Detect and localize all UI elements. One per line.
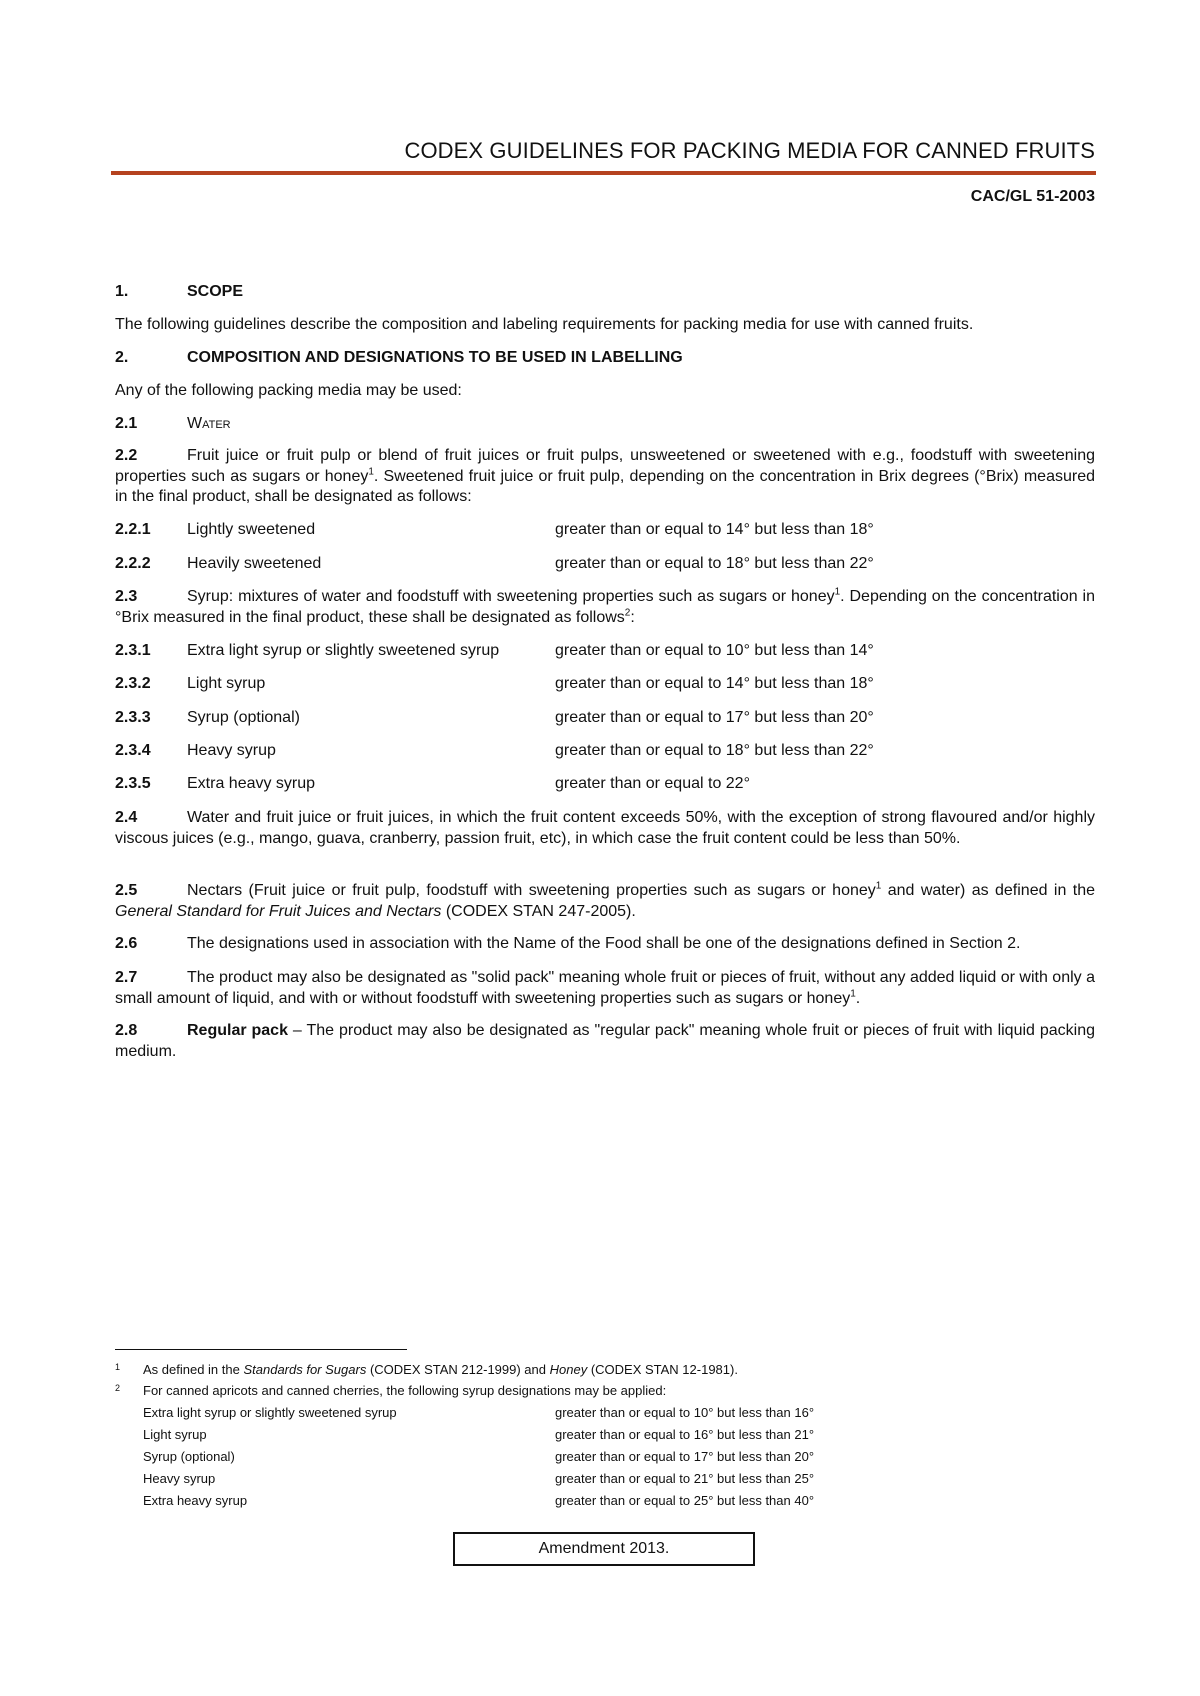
clause-2-5-text-a: Nectars (Fruit juice or fruit pulp, foodstuff with sweetening properties such as sugars or honey <box>187 882 876 899</box>
clause-2-6-number: 2.6 <box>115 935 138 952</box>
footnote-syrup-label: Extra heavy syrup <box>143 1493 248 1508</box>
section-2-number: 2. <box>115 349 129 366</box>
clause-2-1-number: 2.1 <box>115 415 138 432</box>
footnote-syrup-label: Extra light syrup or slightly sweetened syrup <box>143 1405 397 1420</box>
designation-row <box>115 554 1095 574</box>
syrup-number: 2.3.1 <box>115 642 151 659</box>
footnote-syrup-value: greater than or equal to 21° but less than 25° <box>555 1471 815 1486</box>
document-code: CAC/GL 51-2003 <box>970 188 1095 205</box>
clause-2-7-text-a: The product may also be designated as "solid pack" meaning whole fruit or pieces of fruit, without any added liquid or with only a small amount of liquid, and with or without foodstuff with sweetening properties such as sugars or honey <box>115 969 1095 1007</box>
syrup-row <box>115 774 1095 794</box>
designation-number: 2.2.2 <box>115 555 151 572</box>
footnote-syrup-row <box>115 1471 1095 1487</box>
clause-2-3-text-c: : <box>630 608 635 626</box>
clause-2-2-number: 2.2 <box>115 447 138 464</box>
footnote-syrup-row <box>115 1449 1095 1465</box>
footnote-syrup-row <box>115 1493 1095 1509</box>
clause-2-8 <box>115 1021 1095 1062</box>
syrup-row <box>115 708 1095 728</box>
syrup-number: 2.3.4 <box>115 742 151 759</box>
footnote-syrup-label: Light syrup <box>143 1427 207 1442</box>
syrup-label: Light syrup <box>187 675 266 692</box>
footnote-2 <box>115 1383 1095 1399</box>
syrup-number: 2.3.3 <box>115 709 151 726</box>
footnote-ref: 1 <box>850 988 856 1000</box>
clause-2-2 <box>115 446 1095 508</box>
syrup-number: 2.3.2 <box>115 675 151 692</box>
footnote-syrup-row <box>115 1427 1095 1443</box>
footnote-ref: 1 <box>368 466 374 478</box>
clause-2-4-text: Water and fruit juice or fruit juices, in which the fruit content exceeds 50%, with the exception of strong flavoured and/or highly viscous juices (e.g., mango, guava, cranberry, passion fruit, etc), in which case the fruit content could be less than 50%. <box>115 809 1095 847</box>
footnote-1-text <box>143 1362 738 1378</box>
footnote-2-mark: 2 <box>115 1383 121 1393</box>
clause-2-4-number: 2.4 <box>115 809 138 826</box>
clause-2-3 <box>115 587 1095 628</box>
clause-2-5-standard-title: General Standard for Fruit Juices and Nectars <box>115 902 442 920</box>
syrup-row <box>115 674 1095 694</box>
clause-2-3-number: 2.3 <box>115 588 138 605</box>
designation-value: greater than or equal to 14° but less than 18° <box>555 521 874 538</box>
syrup-label: Syrup (optional) <box>187 709 300 726</box>
section-1-number: 1. <box>115 283 129 300</box>
clause-2-2-text-a: Fruit juice or fruit pulp or blend of fruit juices or fruit pulps, unsweetened or sweetened with e.g., foodstuff with sweetening properties such as sugars or honey <box>115 447 1095 485</box>
footnote-1-text-b: (CODEX STAN 212-1999) and <box>366 1362 550 1377</box>
section-2-title: COMPOSITION AND DESIGNATIONS TO BE USED IN LABELLING <box>187 349 683 366</box>
syrup-row <box>115 641 1095 661</box>
syrup-row <box>115 741 1095 761</box>
syrup-label: Extra light syrup or slightly sweetened syrup <box>187 642 500 659</box>
footnote-1-mark: 1 <box>115 1362 121 1372</box>
footnote-syrup-label: Syrup (optional) <box>143 1449 235 1464</box>
footnote-1-text-c: (CODEX STAN 12-1981). <box>587 1362 738 1377</box>
footnote-syrup-label: Heavy syrup <box>143 1471 216 1486</box>
footnote-1 <box>115 1362 1095 1378</box>
designation-value: greater than or equal to 18° but less than 22° <box>555 555 874 572</box>
clause-2-8-text: – The product may also be designated as "regular pack" meaning whole fruit or pieces of fruit with liquid packing medium. <box>115 1022 1096 1060</box>
footnote-syrup-value: greater than or equal to 16° but less than 21° <box>555 1427 815 1442</box>
section-1-title: SCOPE <box>187 283 244 300</box>
designation-number: 2.2.1 <box>115 521 151 538</box>
title-rule <box>111 171 1096 175</box>
clause-2-6-text: The designations used in association with the Name of the Food shall be one of the designations defined in Section 2. <box>187 935 1021 952</box>
syrup-value: greater than or equal to 17° but less than 20° <box>555 709 874 726</box>
clause-2-3-text-b: . Depending on the concentration in °Brix measured in the final product, these shall be designated as follows <box>115 588 1095 626</box>
footnote-1-text-a: As defined in the <box>143 1362 244 1377</box>
document-title: CODEX GUIDELINES FOR PACKING MEDIA FOR CANNED FRUITS <box>404 138 1095 163</box>
clause-2-7-number: 2.7 <box>115 969 138 986</box>
designation-label: Heavily sweetened <box>187 555 322 572</box>
footnote-syrup-value: greater than or equal to 25° but less than 40° <box>555 1493 815 1508</box>
footnote-ref: 1 <box>834 586 841 598</box>
footnote-rule <box>115 1349 407 1350</box>
clause-2-3-text-a: Syrup: mixtures of water and foodstuff with sweetening properties such as sugars or honey <box>187 588 835 605</box>
section-2-intro: Any of the following packing media may be used: <box>115 382 462 399</box>
footnote-2-text: For canned apricots and canned cherries, the following syrup designations may be applied: <box>143 1383 667 1398</box>
clause-2-5-number: 2.5 <box>115 882 138 899</box>
syrup-value: greater than or equal to 22° <box>555 775 750 792</box>
amendment-box: Amendment 2013. <box>453 1532 755 1566</box>
footnote-syrup-value: greater than or equal to 10° but less than 16° <box>555 1405 815 1420</box>
clause-2-5 <box>115 881 1095 922</box>
footnote-ref: 2 <box>624 607 631 619</box>
syrup-value: greater than or equal to 18° but less than 22° <box>555 742 874 759</box>
syrup-label: Extra heavy syrup <box>187 775 316 792</box>
clause-2-7-text-b: . <box>855 989 861 1007</box>
clause-2-5-text-c: (CODEX STAN 247-2005). <box>441 902 636 920</box>
syrup-value: greater than or equal to 10° but less than 14° <box>555 642 874 659</box>
syrup-number: 2.3.5 <box>115 775 151 792</box>
footnote-ref: 1 <box>875 880 882 892</box>
clause-2-2-text-b: . Sweetened fruit juice or fruit pulp, depending on the concentration in Brix degrees (°Brix) measured in the final product, shall be designated as follows: <box>115 467 1095 505</box>
section-1-text: The following guidelines describe the composition and labeling requirements for packing media for use with canned fruits. <box>115 316 974 333</box>
clause-2-6 <box>115 934 1095 955</box>
footnote-1-standard-sugars: Standards for Sugars <box>243 1362 367 1377</box>
footnote-syrup-row <box>115 1405 1095 1421</box>
clause-2-7 <box>115 968 1095 1009</box>
footnote-1-standard-honey: Honey <box>549 1362 588 1377</box>
clause-2-8-term: Regular pack <box>187 1022 288 1039</box>
clause-2-1-text: Water <box>187 415 231 432</box>
syrup-label: Heavy syrup <box>187 742 276 759</box>
clause-2-4 <box>115 808 1095 849</box>
designation-label: Lightly sweetened <box>187 521 316 538</box>
footnote-syrup-value: greater than or equal to 17° but less than 20° <box>555 1449 815 1464</box>
syrup-value: greater than or equal to 14° but less than 18° <box>555 675 874 692</box>
clause-2-8-number: 2.8 <box>115 1022 138 1039</box>
clause-2-5-text-b: and water) as defined in the <box>881 882 1096 899</box>
designation-row <box>115 520 1095 540</box>
